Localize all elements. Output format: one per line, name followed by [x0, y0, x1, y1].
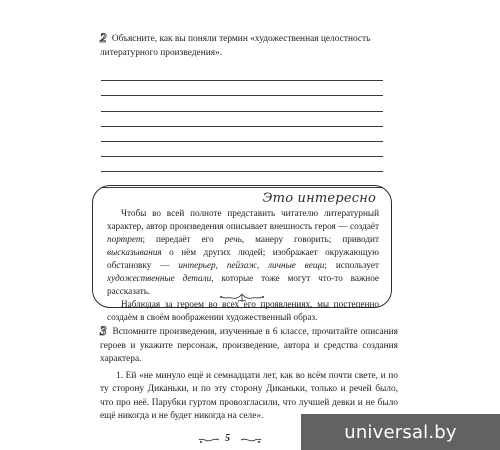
watermark — [301, 414, 500, 450]
text-run: Чтобы во всей полноте представить читателю литературный характер, автор произведения описывает внешность героя — создаёт — [107, 208, 379, 231]
text-run: , которые тоже могут что-то важное рассказать. — [107, 273, 380, 296]
footer-ornament-right-icon — [240, 435, 262, 445]
text-run: ; передаёт его — [142, 234, 225, 244]
task-3-item-1: 1. Ей «не минуло ещё и семнадцати лет, как во всём почти свете, и по ту сторону Диканьки, и по эту сторону Диканьки, только и речей было, что про неё. Парубки гуртом провозгласили, что лучшей девки и не было ещё никогда и не будет никогда на селе». — [100, 370, 398, 421]
answer-line[interactable] — [101, 157, 383, 172]
task-3-text: Вспомните произведения, изученные в 6 классе, прочитайте описания героев и укажите персонаж, произведение, автора и средства создания характера. — [100, 327, 398, 364]
text-run: ; использует — [324, 260, 379, 270]
watermark-text: universal.by — [344, 421, 457, 443]
task-number-2: 2 — [100, 30, 107, 45]
answer-line[interactable] — [101, 66, 383, 81]
task-2-text: Объясните, как вы поняли термин «художественная целостность литературного произведения». — [100, 34, 371, 58]
info-box — [92, 185, 392, 322]
italic-term: художественные детали — [107, 273, 212, 283]
info-box-title: Это интересно — [262, 191, 376, 206]
text-run: , манеру говорить; приводит — [241, 234, 379, 244]
info-paragraph-1 — [107, 207, 379, 298]
info-paragraph-2: Наблюдая за героем во всех его проявлениях, мы постепенно создаём в своём воображении художественный образ. — [107, 299, 379, 322]
page-number: 5 — [225, 433, 230, 444]
answer-line[interactable] — [101, 112, 383, 127]
italic-term: интерьер, пейзаж, личные вещи — [178, 260, 325, 270]
task-number-3: 3 — [100, 323, 107, 338]
italic-term: речь — [224, 234, 242, 244]
answer-line[interactable] — [101, 142, 383, 157]
task-3 — [100, 324, 398, 424]
text-run: о нём других людей; изображает окружающую обстановку — — [107, 247, 379, 270]
answer-line[interactable] — [101, 96, 383, 111]
footer-ornament-left-icon — [198, 435, 220, 445]
answer-lines[interactable] — [101, 66, 383, 188]
task-2 — [100, 31, 400, 60]
italic-term: высказывания — [107, 247, 162, 257]
ornament-divider-icon — [216, 292, 268, 304]
page-footer — [198, 433, 264, 447]
italic-term: портрет — [107, 234, 143, 244]
info-box-text — [107, 207, 379, 324]
answer-line[interactable] — [101, 81, 383, 96]
answer-line[interactable] — [101, 127, 383, 142]
